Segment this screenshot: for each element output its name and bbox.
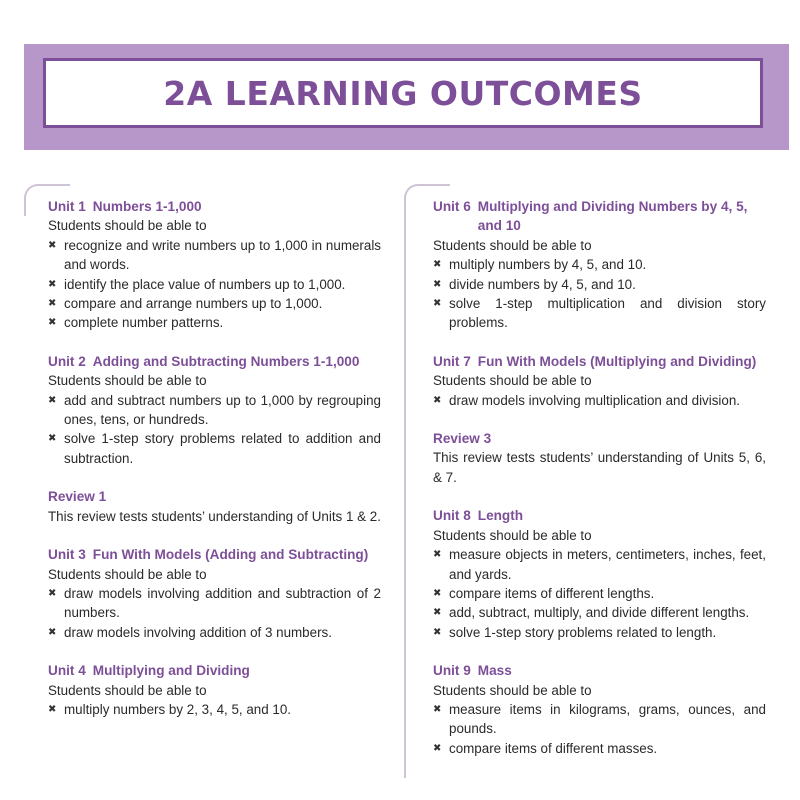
outcome-item bbox=[48, 429, 381, 468]
outcome-text: recognize and write numbers up to 1,000 in numerals and words. bbox=[64, 237, 381, 273]
outcome-item bbox=[433, 623, 766, 642]
outcome-item bbox=[433, 603, 766, 622]
outcome-item bbox=[48, 313, 381, 332]
section-heading bbox=[48, 197, 381, 216]
cross-bullet-icon: ✖ bbox=[433, 587, 442, 599]
unit-title: Multiplying and Dividing bbox=[92, 663, 250, 679]
outcome-item bbox=[48, 275, 381, 294]
section-review-1 bbox=[48, 487, 381, 526]
right-column-divider bbox=[404, 198, 406, 778]
outcome-text: multiply numbers by 2, 3, 4, 5, and 10. bbox=[64, 701, 292, 717]
section-unit-6 bbox=[433, 197, 766, 333]
outcome-text: solve 1-step multiplication and division story problems. bbox=[449, 296, 766, 331]
unit-label: Unit 3 bbox=[48, 547, 86, 563]
outcome-item bbox=[48, 391, 381, 430]
section-unit-1 bbox=[48, 197, 381, 333]
cross-bullet-icon: ✖ bbox=[48, 298, 57, 310]
cross-bullet-icon: ✖ bbox=[48, 626, 57, 638]
intro-text: Students should be able to bbox=[433, 682, 592, 698]
section-heading bbox=[433, 661, 766, 680]
unit-label: Review 3 bbox=[433, 431, 492, 447]
section-review-3 bbox=[433, 429, 766, 487]
outcome-text: compare items of different masses. bbox=[449, 740, 658, 756]
cross-bullet-icon: ✖ bbox=[433, 298, 442, 310]
cross-bullet-icon: ✖ bbox=[48, 433, 57, 445]
outcome-text: measure items in kilograms, grams, ounces, and pounds. bbox=[449, 701, 766, 737]
outcome-text: multiply numbers by 4, 5, and 10. bbox=[449, 257, 647, 273]
unit-title: Multiplying and Dividing Numbers by 4, 5, and 10 bbox=[477, 199, 748, 234]
left-column-divider bbox=[24, 198, 26, 216]
section-unit-4 bbox=[48, 661, 381, 719]
outcome-item bbox=[48, 584, 381, 623]
unit-label: Unit 7 bbox=[433, 353, 471, 369]
unit-label: Unit 9 bbox=[433, 663, 471, 679]
cross-bullet-icon: ✖ bbox=[433, 549, 442, 561]
review-description: This review tests students’ understanding of Units 1 & 2. bbox=[48, 508, 381, 524]
cross-bullet-icon: ✖ bbox=[48, 703, 57, 715]
section-heading bbox=[433, 197, 766, 236]
outcome-text: add, subtract, multiply, and divide different lengths. bbox=[449, 605, 750, 621]
outcome-item bbox=[433, 545, 766, 584]
section-unit-7 bbox=[433, 352, 766, 410]
outcome-item bbox=[433, 275, 766, 294]
outcome-item bbox=[433, 739, 766, 758]
section-unit-2 bbox=[48, 352, 381, 468]
banner-rule bbox=[24, 147, 789, 150]
unit-label: Review 1 bbox=[48, 489, 107, 505]
cross-bullet-icon: ✖ bbox=[433, 703, 442, 715]
page-title: 2A LEARNING OUTCOMES bbox=[163, 73, 643, 113]
unit-title: Adding and Subtracting Numbers 1-1,000 bbox=[92, 353, 360, 369]
outcome-item bbox=[48, 236, 381, 275]
intro-text: Students should be able to bbox=[48, 373, 207, 389]
outcome-text: draw models involving multiplication and division. bbox=[449, 392, 741, 408]
section-unit-8 bbox=[433, 506, 766, 642]
cross-bullet-icon: ✖ bbox=[48, 239, 57, 251]
intro-text: Students should be able to bbox=[433, 237, 592, 253]
outcome-text: identify the place value of numbers up to 1,000. bbox=[64, 276, 346, 292]
unit-label: Unit 6 bbox=[433, 199, 471, 214]
outcome-list bbox=[48, 584, 381, 642]
outcome-list bbox=[48, 391, 381, 469]
outcome-text: compare and arrange numbers up to 1,000. bbox=[64, 296, 323, 312]
outcome-text: draw models involving addition of 3 numbers. bbox=[64, 624, 332, 640]
unit-title: Fun With Models (Adding and Subtracting) bbox=[92, 547, 369, 563]
cross-bullet-icon: ✖ bbox=[433, 278, 442, 290]
outcome-item bbox=[433, 391, 766, 410]
cross-bullet-icon: ✖ bbox=[433, 742, 442, 754]
right-column bbox=[433, 197, 766, 777]
outcome-text: solve 1-step story problems related to addition and subtraction. bbox=[64, 431, 381, 466]
outcome-text: divide numbers by 4, 5, and 10. bbox=[449, 276, 636, 292]
section-heading bbox=[48, 545, 381, 564]
outcome-list bbox=[433, 545, 766, 642]
review-description: This review tests students’ understanding of Units 5, 6, & 7. bbox=[433, 450, 766, 485]
section-heading bbox=[48, 661, 381, 680]
intro-text: Students should be able to bbox=[433, 527, 592, 543]
cross-bullet-icon: ✖ bbox=[433, 626, 442, 638]
section-heading bbox=[48, 352, 381, 371]
outcome-list bbox=[433, 700, 766, 758]
outcome-text: complete number patterns. bbox=[64, 315, 224, 331]
section-unit-9 bbox=[433, 661, 766, 758]
unit-title: Numbers 1-1,000 bbox=[92, 199, 202, 214]
cross-bullet-icon: ✖ bbox=[433, 607, 442, 619]
unit-label: Unit 1 bbox=[48, 199, 86, 214]
section-heading bbox=[433, 429, 766, 448]
cross-bullet-icon: ✖ bbox=[48, 278, 57, 290]
intro-text: Students should be able to bbox=[433, 373, 592, 389]
outcome-item bbox=[433, 584, 766, 603]
title-banner bbox=[24, 44, 789, 147]
section-heading bbox=[433, 506, 766, 525]
intro-text: Students should be able to bbox=[48, 218, 207, 234]
outcome-text: draw models involving addition and subtraction of 2 numbers. bbox=[64, 585, 381, 621]
cross-bullet-icon: ✖ bbox=[48, 587, 57, 599]
outcome-text: measure objects in meters, centimeters, inches, feet, and yards. bbox=[449, 547, 766, 582]
unit-label: Unit 4 bbox=[48, 663, 86, 679]
outcome-item bbox=[48, 294, 381, 313]
cross-bullet-icon: ✖ bbox=[433, 259, 442, 271]
section-unit-3 bbox=[48, 545, 381, 642]
outcome-text: compare items of different lengths. bbox=[449, 585, 655, 601]
outcome-item bbox=[433, 255, 766, 274]
intro-text: Students should be able to bbox=[48, 566, 207, 582]
outcome-item bbox=[48, 623, 381, 642]
unit-title: Fun With Models (Multiplying and Dividing) bbox=[477, 353, 757, 369]
outcome-item bbox=[433, 700, 766, 739]
outcome-list bbox=[433, 255, 766, 333]
title-box bbox=[43, 58, 763, 128]
outcome-list bbox=[48, 700, 381, 719]
unit-title: Mass bbox=[477, 663, 512, 679]
cross-bullet-icon: ✖ bbox=[48, 317, 57, 329]
section-heading bbox=[48, 487, 381, 506]
section-heading bbox=[433, 352, 766, 371]
outcome-list bbox=[433, 391, 766, 410]
unit-label: Unit 8 bbox=[433, 508, 471, 524]
left-column bbox=[48, 197, 381, 738]
intro-text: Students should be able to bbox=[48, 682, 207, 698]
outcome-item bbox=[48, 700, 381, 719]
outcome-list bbox=[48, 236, 381, 333]
cross-bullet-icon: ✖ bbox=[433, 394, 442, 406]
unit-label: Unit 2 bbox=[48, 353, 86, 369]
unit-title: Length bbox=[477, 508, 524, 524]
outcome-item bbox=[433, 294, 766, 333]
outcome-text: solve 1-step story problems related to length. bbox=[449, 624, 717, 640]
cross-bullet-icon: ✖ bbox=[48, 394, 57, 406]
outcome-text: add and subtract numbers up to 1,000 by regrouping ones, tens, or hundreds. bbox=[64, 392, 381, 428]
